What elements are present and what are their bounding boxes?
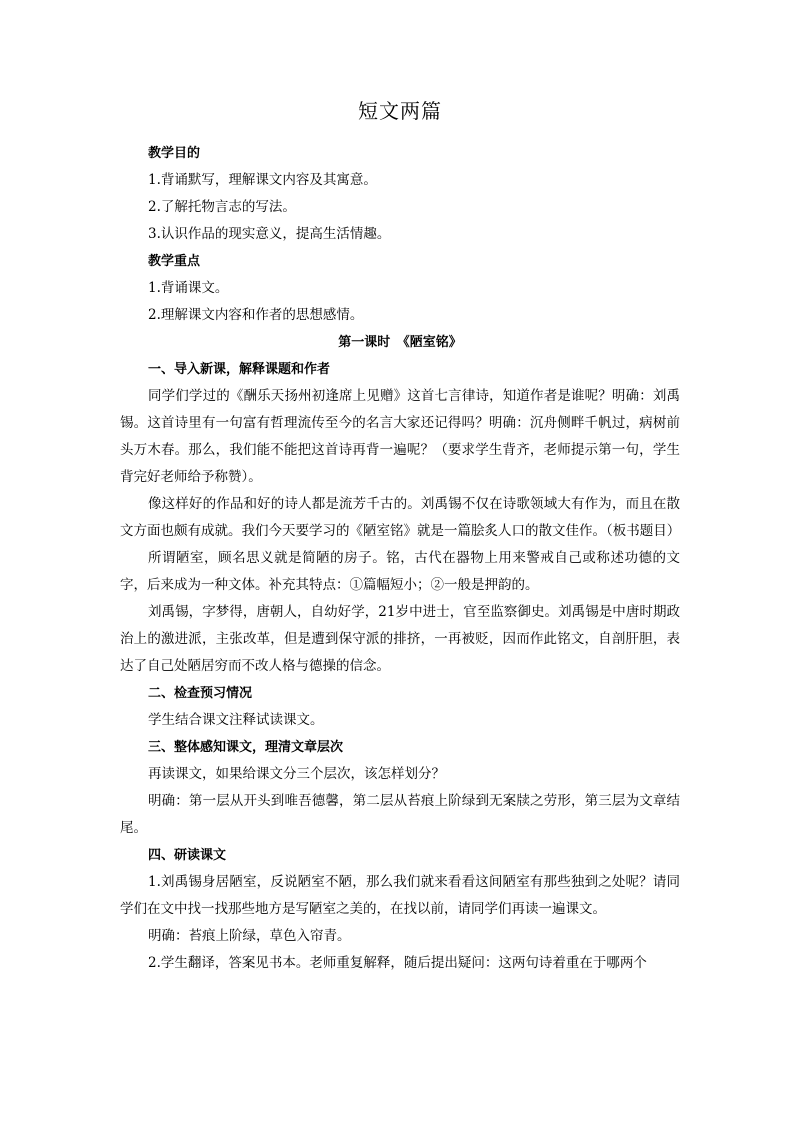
section-3-paragraph-2: 明确：第一层从开头到唯吾德馨，第二层从苔痕上阶绿到无案牍之劳形，第三层为文章结尾。 — [120, 793, 680, 836]
goal-item-2: 2.了解托物言志的写法。 — [148, 199, 296, 215]
section-2-heading: 二、检查预习情况 — [148, 686, 253, 701]
focus-item-1: 1.背诵课文。 — [148, 280, 229, 296]
goals-heading: 教学目的 — [148, 146, 201, 161]
focus-item-2: 2.理解课文内容和作者的思想感情。 — [148, 307, 364, 323]
section-1-paragraph-2: 像这样好的作品和好的诗人都是流芳千古的。刘禹锡不仅在诗歌领域大有作为，而且在散文方面也颇有成就。我们今天要学习的《陋室铭》就是一篇脍炙人口的散文佳作。（板书题目） — [120, 496, 681, 539]
section-2-paragraph-1: 学生结合课文注释试读课文。 — [148, 712, 324, 728]
goal-item-1: 1.背诵默写，理解课文内容及其寓意。 — [148, 172, 377, 188]
section-4-paragraph-2: 明确：苔痕上阶绿，草色入帘青。 — [148, 928, 351, 944]
section-4-paragraph-1: 1.刘禹锡身居陋室，反说陋室不陋，那么我们就来看看这间陋室有那些独到之处呢？请同学们在文中找一找那些地方是写陋室之美的，在找以前，请同学们再读一遍课文。 — [120, 874, 680, 917]
section-1-paragraph-1: 同学们学过的《酬乐天扬州初逢席上见赠》这首七言律诗，知道作者是谁呢？明确：刘禹锡。这首诗里有一句富有哲理流传至今的名言大家还记得吗？明确：沉舟侧畔千帆过，病树前头万木春。那么，我们能不能把这首诗再背一遍呢？（要求学生背齐，老师提示第一句，学生背完好老师给予称赞）。 — [120, 388, 680, 485]
focus-heading: 教学重点 — [148, 254, 201, 269]
section-1-paragraph-4: 刘禹锡，字梦得，唐朝人，自幼好学，21岁中进士，官至监察御史。刘禹锡是中唐时期政治上的激进派，主张改革，但是遭到保守派的排挤，一再被贬，因而作此铭文，自剖肝胆，表达了自己处陋居穷而不改人格与德操的信念。 — [120, 604, 680, 674]
section-4-heading: 四、研读课文 — [148, 848, 227, 863]
section-3-paragraph-1: 再读课文，如果给课文分三个层次，该怎样划分？ — [148, 766, 445, 782]
document-title: 短文两篇 — [358, 99, 442, 123]
section-1-paragraph-3: 所谓陋室，顾名思义就是简陋的房子。铭，古代在器物上用来警戒自己或称述功德的文字，后来成为一种文体。补充其特点：①篇幅短小；②一般是押韵的。 — [120, 550, 680, 593]
document-page — [120, 96, 680, 977]
section-1-heading: 一、导入新课，解释课题和作者 — [148, 362, 331, 377]
section-3-heading: 三、整体感知课文，理清文章层次 — [148, 740, 344, 755]
goal-item-3: 3.认识作品的现实意义，提高生活情趣。 — [148, 226, 391, 242]
section-4-paragraph-3: 2.学生翻译，答案见书本。老师重复解释，随后提出疑问：这两句诗着重在于哪两个 — [148, 955, 647, 971]
lesson-title: 第一课时 《陋室铭》 — [338, 335, 462, 350]
